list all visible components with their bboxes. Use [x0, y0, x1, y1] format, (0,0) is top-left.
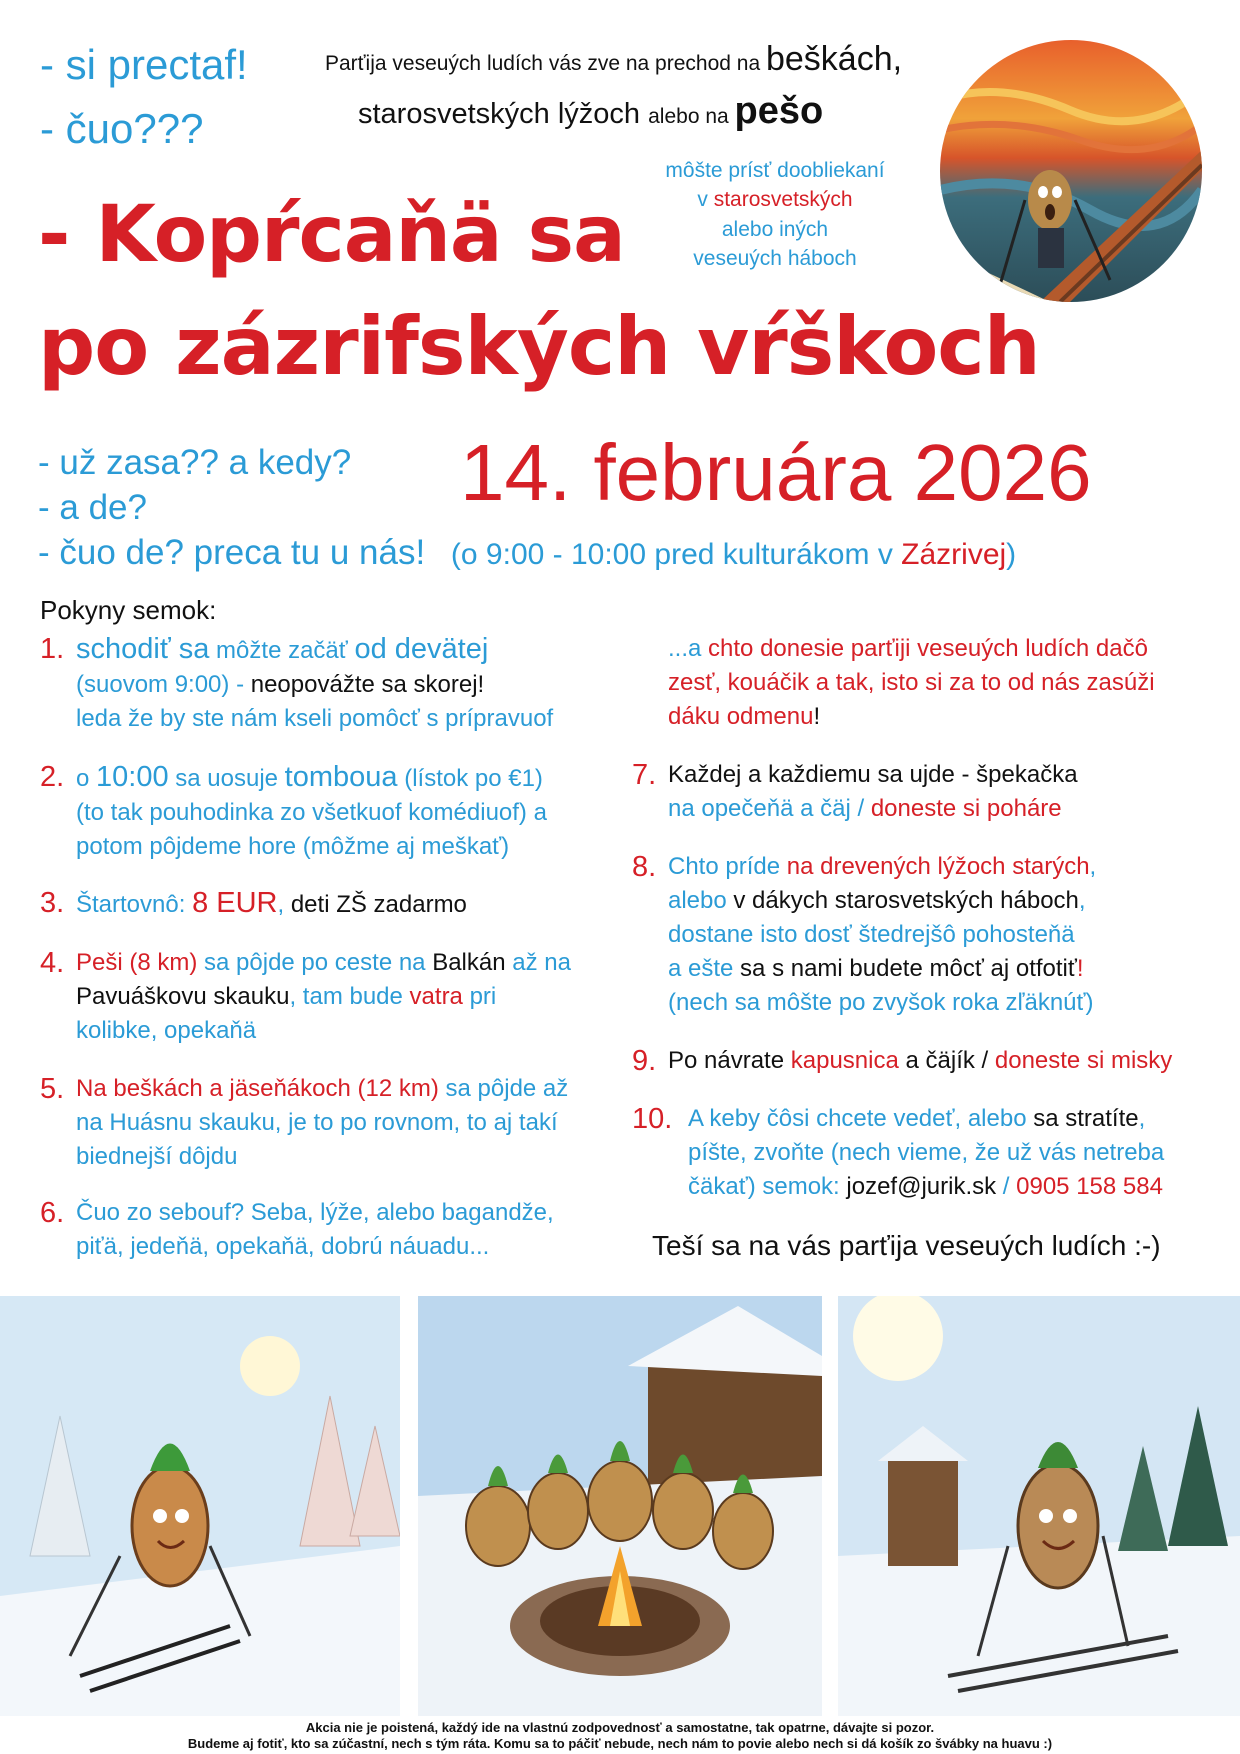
- i10-c: ,: [1138, 1105, 1146, 1132]
- i1-d: (suovom 9:00) -: [76, 671, 251, 698]
- i8-c: ,: [1089, 853, 1097, 880]
- costume-starosvetskych: starosvetských: [713, 188, 853, 212]
- instruction-1: [40, 632, 630, 742]
- invite-line-2: [358, 90, 823, 133]
- i5-a: Na beškách a jäseňákoch (12 km): [76, 1075, 439, 1102]
- intro-line-2: - čuo???: [40, 105, 204, 152]
- i8-i: sa s nami budete môcť aj otfotiť: [740, 955, 1077, 982]
- costume-note: [655, 156, 895, 274]
- instruction-3-number: 3.: [40, 887, 65, 919]
- i10-b: sa stratíte: [1033, 1105, 1139, 1132]
- instruction-8-number: 8.: [632, 851, 657, 883]
- i10-a: A keby čôsi chcete vedeť, alebo: [688, 1105, 1034, 1132]
- i3-a: Štartovnô:: [76, 891, 193, 918]
- instruction-2: [40, 760, 630, 870]
- i7-b: na opečeňä a čäj /: [668, 795, 871, 822]
- costume-line-1: môšte prísť doobliekaní: [665, 159, 885, 182]
- i4-g: vatra: [409, 983, 463, 1010]
- i4-a: Peši (8 km): [76, 949, 198, 976]
- instruction-6: [40, 1196, 630, 1272]
- instruction-5-number: 5.: [40, 1073, 65, 1105]
- i4-i: kolibke, opekaňä: [76, 1017, 257, 1044]
- instructions-title: Pokyny semok:: [40, 595, 217, 625]
- instruction-6-number: 6.: [40, 1197, 65, 1229]
- where-answer: [38, 535, 1016, 570]
- skiing-potato-outhouse-illustration: [838, 1296, 1240, 1716]
- i1-f: leda že by ste nám kseli pomôcť s prípravuof: [76, 705, 554, 732]
- footer-disclaimer: [0, 1720, 1240, 1752]
- i8-e: v dákych starosvetských háboch: [733, 887, 1079, 914]
- footer-line-2: Budeme aj fotiť, kto sa zúčastní, nech s tým ráta. Komu sa to páčiť nebude, nech nám to povie alebo nech si dá košík zo švábky na huavu :): [187, 1736, 1053, 1751]
- i6b-a: ...a: [668, 635, 709, 662]
- instruction-10-text: [688, 1102, 1164, 1204]
- i8-j: !: [1076, 955, 1084, 982]
- contact-phone[interactable]: 0905 158 584: [1016, 1173, 1163, 1200]
- instruction-4-number: 4.: [40, 947, 65, 979]
- instruction-6-text: [76, 1196, 554, 1264]
- instruction-6b-text: [668, 632, 1155, 734]
- i9-c: a čäjík /: [898, 1047, 995, 1074]
- i1-b: môžte začäť: [209, 637, 355, 664]
- i2-d: tomboua: [284, 761, 398, 793]
- instruction-2-number: 2.: [40, 761, 65, 793]
- when-question: - už zasa?? a kedy?: [38, 443, 352, 482]
- instruction-2-text: [76, 760, 547, 864]
- i6b-e: !: [813, 703, 821, 730]
- footer-line-1: Akcia nie je poistená, každý ide na vlastnú zodpovednosť a samostatne, tak opatrne, dávajte si pozor.: [305, 1720, 935, 1735]
- skiing-potato-illustration: [0, 1296, 400, 1716]
- invite-line-1: [325, 40, 902, 79]
- i5-d: biednejší dôjdu: [76, 1143, 238, 1170]
- i10-e: čäkať) semok:: [688, 1173, 847, 1200]
- headline-line-1: - Kopŕcaňä sa: [38, 190, 625, 280]
- instruction-3: [40, 886, 630, 926]
- instruction-9: [632, 1044, 1212, 1084]
- intro-line-1: - si prectaf!: [40, 41, 248, 88]
- i4-f: , tam bude: [289, 983, 410, 1010]
- i7-a: Každej a každiemu sa ujde - špekačka: [668, 761, 1078, 788]
- where-question: - a de?: [38, 488, 147, 527]
- instruction-1-number: 1.: [40, 633, 65, 665]
- place-text: (o 9:00 - 10:00 pred kulturákom v: [450, 538, 902, 571]
- instruction-5: [40, 1072, 630, 1182]
- costume-line-2: [655, 185, 895, 214]
- skiing-scene-2: [838, 1296, 1240, 1716]
- instruction-9-text: [668, 1044, 1172, 1078]
- instruction-7-text: [668, 758, 1078, 826]
- i4-h: pri: [462, 983, 497, 1010]
- i4-e: Pavuáškovu skauku: [76, 983, 290, 1010]
- instruction-6-continued: [668, 632, 1208, 742]
- i4-b: sa pôjde po ceste na: [197, 949, 433, 976]
- instruction-4: [40, 946, 630, 1056]
- instruction-8-text: [668, 850, 1096, 1020]
- i8-g: dostane isto dosť štedrejšô pohosteňä: [668, 921, 1075, 948]
- instruction-10-number: 10.: [632, 1103, 673, 1135]
- headline-line-2: po zázrifských vŕškoch: [38, 300, 1040, 393]
- instruction-1-text: [76, 632, 553, 736]
- instruction-7: [632, 758, 1212, 834]
- invite-peso: pešo: [734, 90, 824, 132]
- i5-b: sa pôjde až: [438, 1075, 569, 1102]
- scream-art: [940, 40, 1202, 302]
- i1-c: od devätej: [354, 633, 489, 665]
- i8-b: na drevených lýžoch starých: [786, 853, 1090, 880]
- i2-b: 10:00: [96, 761, 169, 793]
- i1-a: schodiť sa: [76, 633, 210, 665]
- skiing-scene-1: [0, 1296, 400, 1716]
- i9-d: doneste si misky: [994, 1047, 1173, 1074]
- place-close: ): [1006, 538, 1017, 571]
- i9-b: kapusnica: [790, 1047, 899, 1074]
- instruction-10: [632, 1102, 1212, 1212]
- event-date: 14. februára 2026: [460, 428, 1092, 517]
- i10-d: píšte, zvoňte (nech vieme, že už vás netreba: [688, 1139, 1165, 1166]
- event-place: [451, 538, 1016, 571]
- i10-g: /: [996, 1173, 1017, 1200]
- instruction-4-text: [76, 946, 571, 1048]
- campfire-potatoes-illustration: [418, 1296, 822, 1716]
- i5-c: na Huásnu skauku, je to po rovnom, to aj takí: [76, 1109, 558, 1136]
- i2-e: (lístok po €1): [397, 765, 543, 792]
- scream-potato-illustration: [940, 40, 1202, 302]
- i4-c: Balkán: [432, 949, 506, 976]
- i1-e: neopovážte sa skorej!: [250, 671, 485, 698]
- instruction-8: [632, 850, 1212, 1026]
- invite-beskach: beškách,: [765, 40, 903, 78]
- i8-a: Chto príde: [668, 853, 787, 880]
- where-answer-text: - čuo de? preca tu u nás!: [38, 533, 426, 572]
- i2-a: o: [76, 765, 97, 792]
- i2-c: sa uosuje: [168, 765, 285, 792]
- i3-c: ,: [277, 891, 291, 918]
- i2-f: (to tak pouhodinka zo všetkuof komédiuof) a: [76, 799, 547, 826]
- contact-email[interactable]: jozef@jurik.sk: [846, 1173, 997, 1200]
- costume-v: v: [697, 188, 714, 212]
- place-zazriva: Zázrivej: [901, 538, 1007, 571]
- instruction-5-text: [76, 1072, 568, 1174]
- i6b-d: dáku odmenu: [668, 703, 814, 730]
- i2-g: potom pôjdeme hore (môžme aj meškať): [76, 833, 510, 860]
- instruction-3-text: [76, 886, 467, 922]
- costume-line-4: veseuých háboch: [693, 247, 857, 271]
- instruction-7-number: 7.: [632, 759, 657, 791]
- i6b-b: chto donesie parťiji veseuých ludích dačô: [708, 635, 1148, 662]
- instruction-9-number: 9.: [632, 1045, 657, 1077]
- invite-lyzoch: starosvetských lýžoch: [358, 98, 649, 130]
- campfire-scene: [418, 1296, 822, 1716]
- invite-text: Parťija veseuých ludích vás zve na prechod na: [325, 52, 766, 75]
- i8-f: ,: [1078, 887, 1086, 914]
- i6-a: Čuo zo sebouf? Seba, lýže, alebo bagandže,: [76, 1199, 554, 1226]
- invite-alebo: alebo na: [648, 105, 735, 128]
- i7-c: doneste si poháre: [870, 795, 1062, 822]
- i3-b: 8 EUR: [192, 887, 278, 919]
- i3-d: deti ZŠ zadarmo: [290, 891, 467, 918]
- i6b-c: zesť, kouáčik a tak, isto si za to od nás zasúži: [668, 669, 1155, 696]
- i8-d: alebo: [668, 887, 734, 914]
- i9-a: Po návrate: [668, 1047, 791, 1074]
- i8-k: (nech sa môšte po zvyšok roka zľäknúť): [668, 989, 1094, 1016]
- costume-line-3: alebo iných: [721, 217, 829, 241]
- i8-h: a ešte: [668, 955, 741, 982]
- closing-greeting: Teší sa na vás parťija veseuých ludích :-): [652, 1230, 1161, 1261]
- i4-d: až na: [505, 949, 571, 976]
- i6-b: piťä, jedeňä, opekaňä, dobrú náuadu...: [76, 1233, 490, 1260]
